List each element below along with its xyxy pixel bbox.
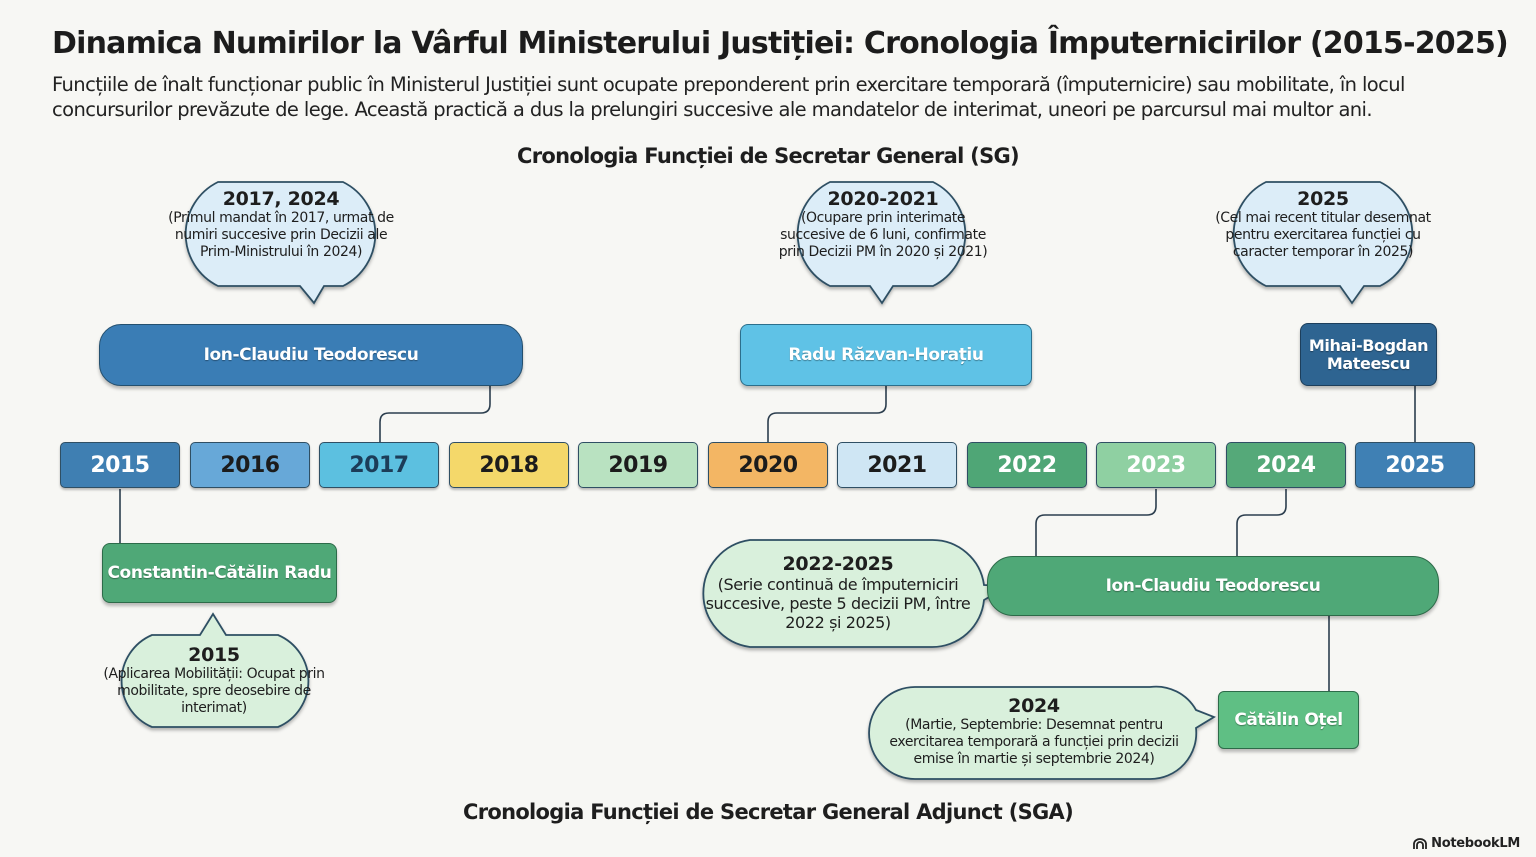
sga-constantin-bar: Constantin-Cătălin Radu: [102, 543, 337, 603]
bubble-title: 2024: [1008, 695, 1060, 717]
year-box-2023: 2023: [1096, 442, 1216, 488]
year-box-2016: 2016: [190, 442, 310, 488]
notebooklm-logo-icon: [1413, 838, 1427, 850]
year-box-2024: 2024: [1226, 442, 1346, 488]
year-box-2019: 2019: [578, 442, 698, 488]
bubble-body: (Cel mai recent titular desemnat pentru exercitarea funcției cu caracter temporar în 2025): [1215, 210, 1431, 260]
bubble-sg-mateescu-text: [1212, 188, 1434, 261]
year-box-2018: 2018: [449, 442, 569, 488]
bubble-sg-teodorescu-text: [160, 188, 402, 261]
bubble-body: (Martie, Septembrie: Desemnat pentru exercitarea temporară a funcției prin decizii emise în martie și septembrie 2024): [889, 717, 1179, 767]
bubble-body: (Aplicarea Mobilității: Ocupat prin mobilitate, spre deosebire de interimat): [103, 666, 325, 716]
bubble-sga-otel-text: [874, 695, 1194, 768]
connector-sga-teodorescu-2023: [1036, 489, 1156, 556]
year-box-2025: 2025: [1355, 442, 1475, 488]
sg-mateescu-bar: Mihai-Bogdan Mateescu: [1300, 323, 1437, 386]
sga-teodorescu-bar: Ion-Claudiu Teodorescu: [987, 556, 1439, 616]
bubble-body: (Primul mandat în 2017, urmat de numiri succesive prin Decizii ale Prim-Ministrului în 2024): [168, 210, 394, 260]
bubble-title: 2022-2025: [782, 553, 894, 575]
year-box-2017: 2017: [319, 442, 439, 488]
sg-section-title: Cronologia Funcției de Secretar General (SG): [517, 144, 1019, 168]
year-box-2021: 2021: [837, 442, 957, 488]
bubble-title: 2017, 2024: [222, 188, 340, 210]
brand-watermark: [1413, 836, 1520, 851]
brand-label: NotebookLM: [1431, 836, 1520, 851]
sg-teodorescu-bar: Ion-Claudiu Teodorescu: [99, 324, 523, 386]
bubble-body: (Serie continuă de împuterniciri succesive, peste 5 decizii PM, între 2022 și 2025): [705, 575, 971, 632]
bubble-title: 2015: [188, 644, 240, 666]
bubble-body: (Ocupare prin interimate succesive de 6 luni, confirmate prin Decizii PM în 2020 și 2021): [778, 210, 988, 260]
bubble-title: 2025: [1297, 188, 1349, 210]
bubble-sg-radu-text: [778, 188, 988, 261]
year-box-2020: 2020: [708, 442, 828, 488]
year-box-2015: 2015: [60, 442, 180, 488]
sga-otel-bar: Cătălin Oțel: [1218, 691, 1359, 749]
connector-sga-teodorescu-2024: [1237, 489, 1286, 556]
connector-sg-radu: [768, 386, 886, 442]
page-subtitle: Funcțiile de înalt funcționar public în Ministerul Justiției sunt ocupate preponderent prin exercitare temporară (împuternicire) sau mobilitate, în locul concursurilor prevăzute de lege. Această practică a dus la prelungiri succesive ale mandatelor de interimat, uneori pe parcursul mai multor ani.: [52, 73, 1405, 121]
bubble-title: 2020-2021: [827, 188, 939, 210]
bubble-sga-constantin-text: [102, 644, 326, 717]
page-title: Dinamica Numirilor la Vârful Ministerului Justiției: Cronologia Împuternicirilor (2015-2025): [52, 26, 1508, 61]
sga-section-title: Cronologia Funcției de Secretar General Adjunct (SGA): [462, 800, 1074, 824]
sg-radu-bar: Radu Răzvan-Horațiu: [740, 324, 1032, 386]
connector-sg-teodorescu: [380, 386, 490, 442]
bubble-sga-teodorescu-text: [704, 553, 972, 632]
year-box-2022: 2022: [967, 442, 1087, 488]
